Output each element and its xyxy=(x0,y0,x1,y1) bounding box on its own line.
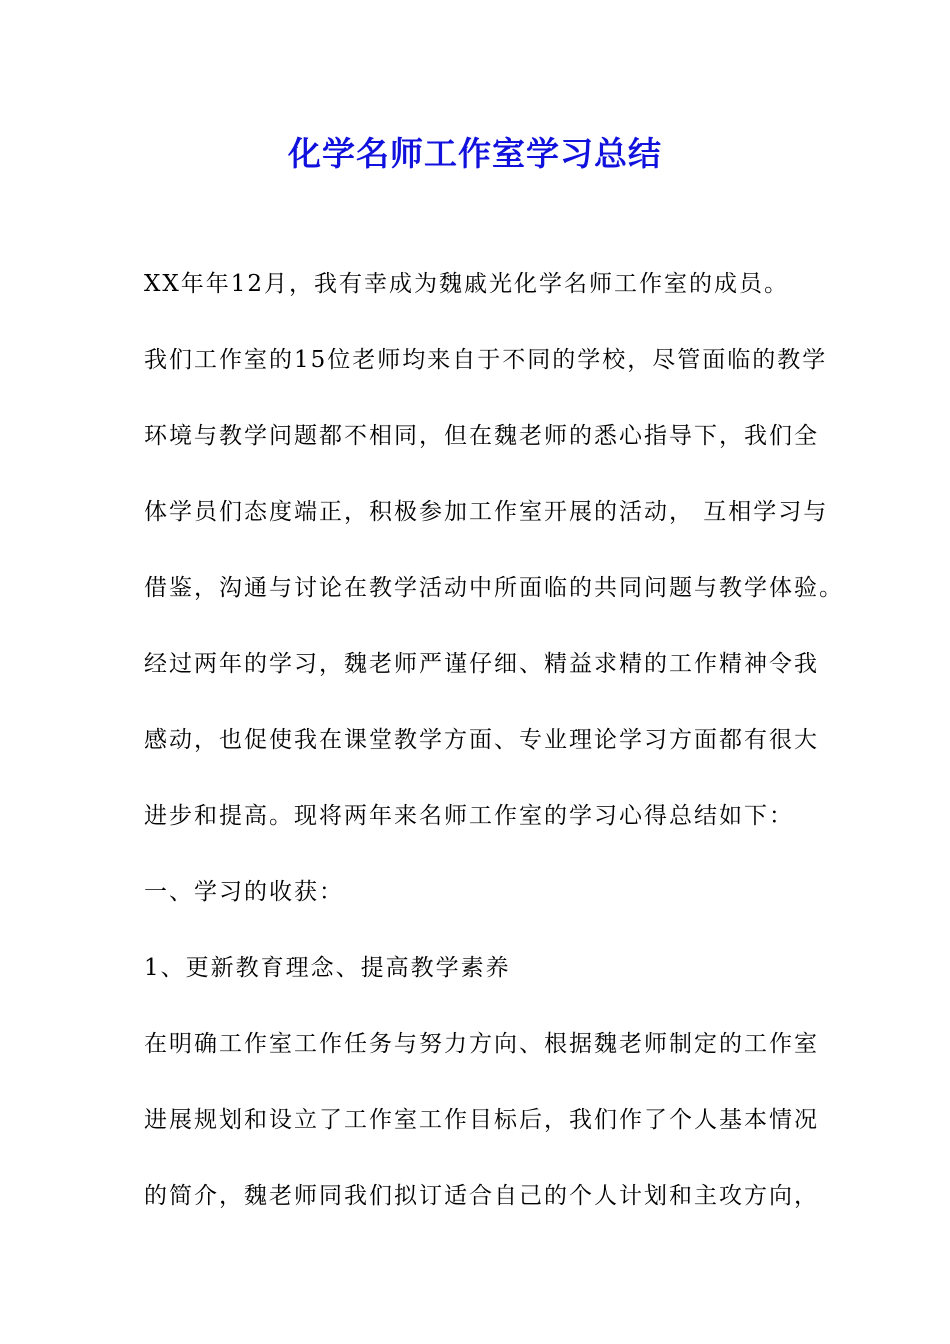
text-line: 感动，也促使我在课堂教学方面、专业理论学习方面都有很大 xyxy=(144,727,819,753)
text-line: 体学员们态度端正，积极参加工作室开展的活动， 互相学习与 xyxy=(144,499,829,525)
text-line: 进步和提高。现将两年来名师工作室的学习心得总结如下： xyxy=(144,803,794,829)
text-line: 的简介，魏老师同我们拟订适合自己的个人计划和主攻方向， xyxy=(144,1183,819,1209)
text-line: 环境与教学问题都不相同，但在魏老师的悉心指导下，我们全 xyxy=(144,423,819,449)
document-body xyxy=(144,255,844,1243)
section-heading: 一、学习的收获： xyxy=(144,879,344,905)
subsection-heading: 1、更新教育理念、提高教学素养 xyxy=(144,955,511,981)
text-line: 在明确工作室工作任务与努力方向、根据魏老师制定的工作室 xyxy=(144,1031,819,1057)
text-line: 借鉴，沟通与讨论在教学活动中所面临的共同问题与教学体验。 xyxy=(144,575,844,601)
document-title: 化学名师工作室学习总结 xyxy=(288,134,662,173)
text-line: XX年年12月，我有幸成为魏戚光化学名师工作室的成员。 xyxy=(144,271,790,297)
text-line: 进展规划和设立了工作室工作目标后，我们作了个人基本情况 xyxy=(144,1107,819,1133)
text-line: 经过两年的学习，魏老师严谨仔细、精益求精的工作精神令我 xyxy=(144,651,819,677)
text-line: 我们工作室的15位老师均来自于不同的学校，尽管面临的教学 xyxy=(144,347,828,373)
